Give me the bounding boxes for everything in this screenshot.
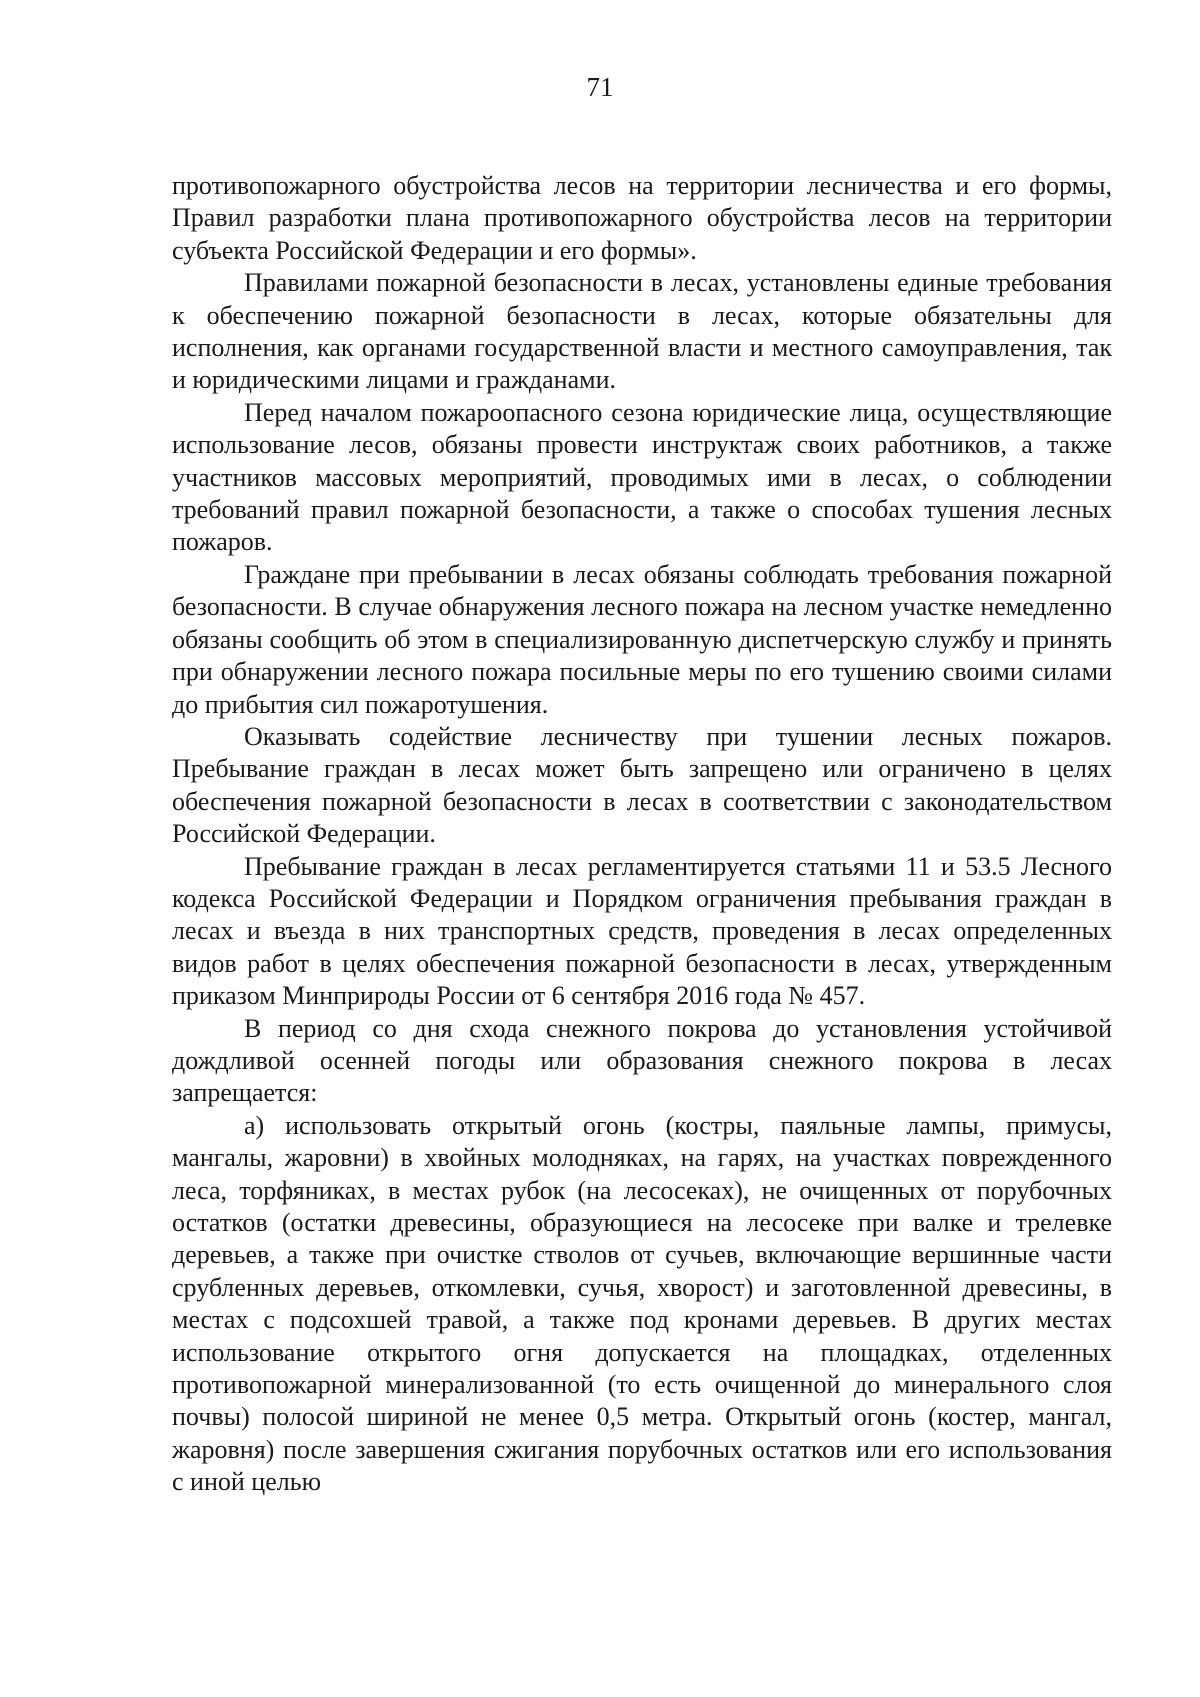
paragraph-fire-safety-rules: Правилами пожарной безопасности в лесах, установлены единые требования к обеспечению пожарной безопасности в лесах, которые обязательны для исполнения, как органами государственной власти и местного самоуправления, так и юридическими лицами и гражданами. xyxy=(172,268,1112,395)
paragraph-continuation: противопожарного обустройства лесов на территории лесничества и его формы, Правил разработки плана противопожарного обустройства лесов на территории субъекта Российской Федерации и его формы». xyxy=(172,171,1112,265)
paragraph-briefing: Перед началом пожароопасного сезона юридические лица, осуществляющие использование лесов, обязаны провести инструктаж своих работников, а также участников массовых мероприятий, проводимых ими в лесах, о соблюдении требований правил пожарной безопасности, а также о способах тушения лесных пожаров. xyxy=(172,397,1112,557)
paragraph-prohibition-period: В период со дня схода снежного покрова до установления устойчивой дождливой осенней погоды или образования снежного покрова в лесах запрещается: xyxy=(172,1013,1112,1108)
paragraph-regulation: Пребывание граждан в лесах регламентируется статьями 11 и 53.5 Лесного кодекса Российской Федерации и Порядком ограничения пребывания граждан в лесах и въезда в них транспортных средств, проведения в лесах определенных видов работ в целях обеспечения пожарной безопасности в лесах, утвержденным приказом Минприроды России от 6 сентября 2016 года № 457. xyxy=(172,851,1112,1011)
paragraph-assistance: Оказывать содействие лесничеству при тушении лесных пожаров. Пребывание граждан в лесах может быть запрещено или ограничено в целях обеспечения пожарной безопасности в лесах в соответствии с законодательством Российской Федерации. xyxy=(172,721,1112,849)
paragraph-item-a: а) использовать открытый огонь (костры, паяльные лампы, примусы, мангалы, жаровни) в хвойных молодняках, на гарях, на участках поврежденного леса, торфяниках, в местах рубок (на лесосеках), не очищенных от порубочных остатков (остатки древесины, образующиеся на лесосеке при валке и трелевке деревьев, а также при очистке стволов от сучьев, включающие вершинные части срубленных деревьев, откомлевки, сучья, хворост) и заготовленной древесины, в местах с подсохшей травой, а также под кронами деревьев. В других местах использование открытого огня допускается на площадках, отделенных противопожарной минерализованной (то есть очищенной до минерального слоя почвы) полосой шириной не менее 0,5 метра. Открытый огонь (костер, мангал, жаровня) после завершения сжигания порубочных остатков или его использования с иной целью xyxy=(172,1110,1112,1497)
paragraph-citizens-duties: Граждане при пребывании в лесах обязаны соблюдать требования пожарной безопасности. В случае обнаружения лесного пожара на лесном участке немедленно обязаны сообщить об этом в специализированную диспетчерскую службу и принять при обнаружении лесного пожара посильные меры по его тушению своими силами до прибытия сил пожаротушения. xyxy=(172,559,1112,719)
page-number: 71 xyxy=(586,72,614,102)
document-body xyxy=(172,170,1112,1499)
